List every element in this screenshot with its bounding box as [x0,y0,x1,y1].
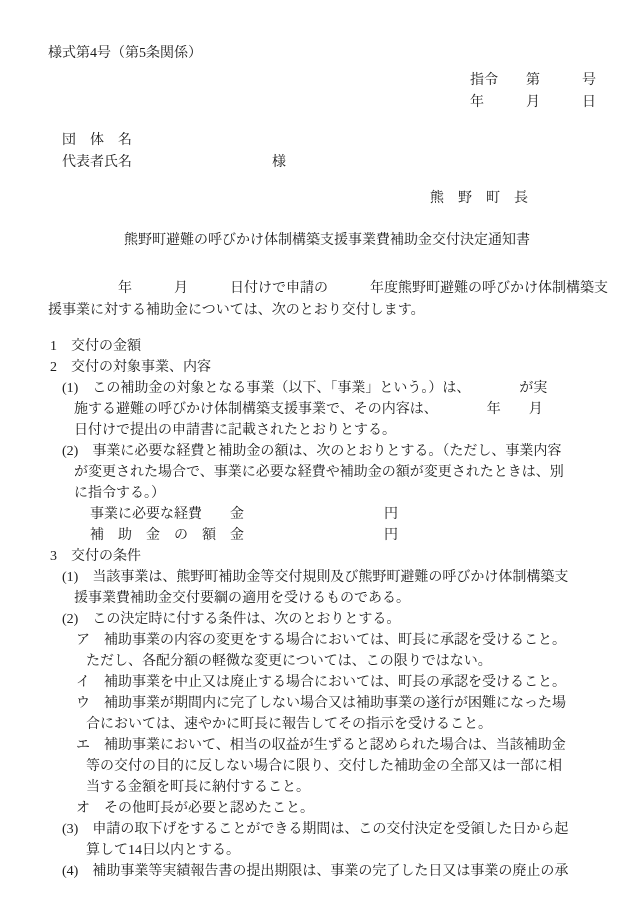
document-line: (1) この補助金の対象となる事業（以下、「事業」という。）は、 が実 [62,381,548,396]
document-title: 熊野町避難の呼びかけ体制構築支援事業費補助金交付決定通知書 [124,233,530,248]
document-line: ウ 補助事業が期間内に完了しない場合又は補助事業の遂行が困難になった場 [76,696,566,711]
document-line: 援事業に対する補助金については、次のとおり交付します。 [48,302,425,318]
document-line: (4) 補助事業等実績報告書の提出期限は、事業の完了した日又は事業の廃止の承 [62,864,569,879]
opening-paragraph [48,278,606,321]
document-line: (1) 当該事業は、熊野町補助金等交付規則及び熊野町避難の呼びかけ体制構築支 [62,570,569,585]
document-line: 合においては、速やかに町長に報告してその指示を受けること。 [86,717,492,732]
directive-block [48,70,606,114]
form-number: 様式第4号（第5条関係） [48,46,202,61]
document-line: エ 補助事業において、相当の収益が生ずると認められた場合は、当該補助金 [76,738,566,753]
document-line: (3) 申請の取下げをすることができる期間は、この交付決定を受領した日から起 [62,822,569,837]
document-line: 施する避難の呼びかけ体制構築支援事業で、その内容は、 年 月 [74,402,543,417]
date-line: 年 月 日 [470,95,596,110]
document-line: が変更された場合で、事業に必要な経費や補助金の額が変更されたときは、別 [74,465,564,480]
document-line: (2) この決定時に付する条件は、次のとおりとする。 [62,612,401,627]
document-line: 2 交付の対象事業、内容 [50,360,211,375]
document-line: 年 月 日付けで申請の 年度熊野町避難の呼びかけ体制構築支 [48,281,608,296]
directive-number-line: 指令 第 号 [470,73,596,88]
document-line: 当する金額を町長に納付すること。 [86,780,310,795]
document-line: 日付けで提出の申請書に記載されたとおりとする。 [74,423,396,438]
document-line: (2) 事業に必要な経費と補助金の額は、次のとおりとする。（ただし、事業内容 [62,444,562,459]
document-line: イ 補助事業を中止又は廃止する場合においては、町長の承認を受けること。 [76,675,566,690]
representative-name-line: 代表者氏名 様 [62,155,286,170]
document-line: ただし、各配分額の軽微な変更については、この限りではない。 [86,654,492,669]
document-line: オ その他町長が必要と認めたこと。 [76,801,314,816]
group-name-label: 団 体 名 [62,133,132,148]
document-line: 3 交付の条件 [50,549,141,564]
document-body [48,336,606,882]
document-line: 援事業費補助金交付要綱の適用を受けるものである。 [74,591,410,606]
sender-mayor-line: 熊 野 町 長 [430,191,528,206]
document-line: 等の交付の目的に反しない場合に限り、交付した補助金の全部又は一部に相 [86,759,562,774]
document-line: 補 助 金 の 額 金 円 [90,528,398,543]
document-line: 1 交付の金額 [50,339,141,354]
document-line: 算して14日以内とする。 [86,843,240,858]
document-line: 事業に必要な経費 金 円 [90,507,398,522]
document-line: に指令する。） [74,486,165,501]
document-line: ア 補助事業の内容の変更をする場合においては、町長に承認を受けること。 [76,633,566,648]
addressee-block [48,130,606,174]
